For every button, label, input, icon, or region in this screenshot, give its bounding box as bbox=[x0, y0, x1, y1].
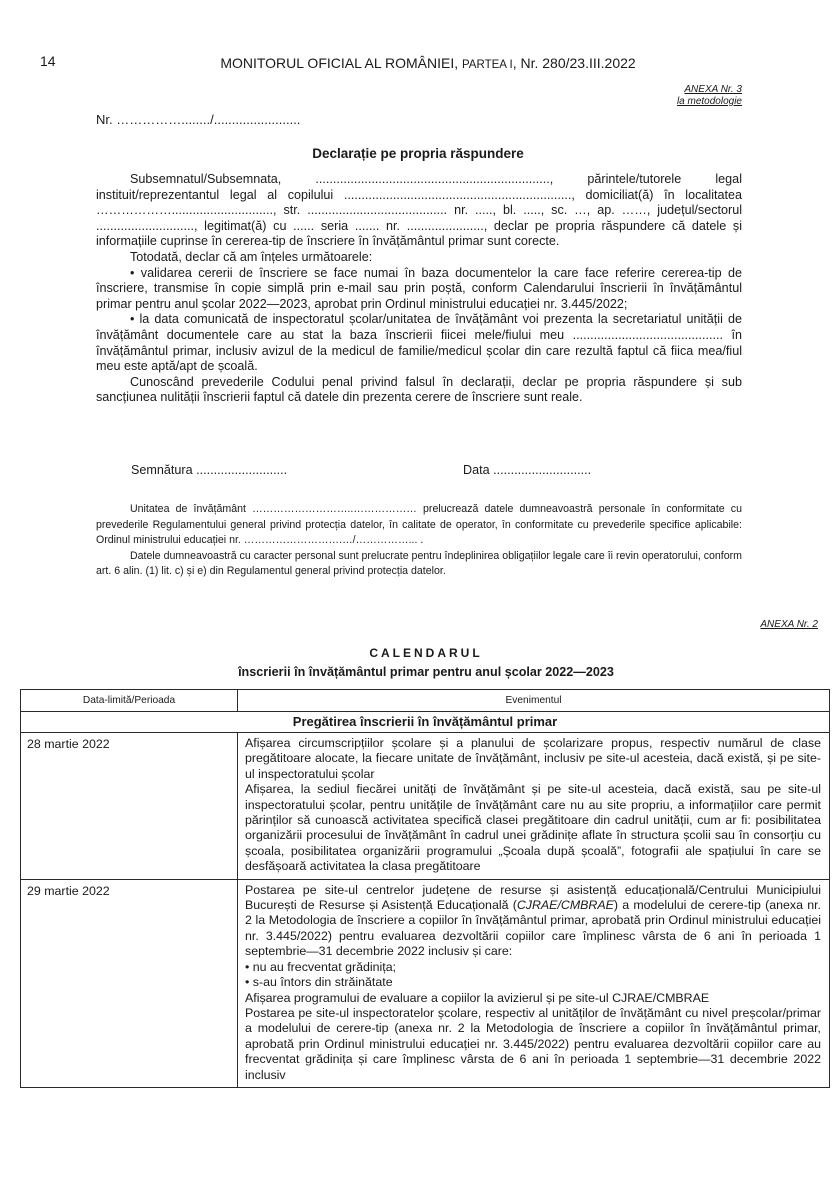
declaration-body bbox=[96, 172, 742, 406]
calendar-subtitle: înscrierii în învățământul primar pentru anul școlar 2022—2023 bbox=[238, 665, 614, 679]
declaration-paragraph: Subsemnatul/Subsemnata, ..................................................................., părintele/tutorele legal instituit/reprezentantul legal al copilului ................................................................., domiciliat(ă) în localitatea ………………............................., str. ........................................ nr. ....., bl. ....., sc. …, ap. ……, județul/sectorul ............................, legitimat(ă) cu ...... seria ....... nr. ......................, declar pe propria răspundere că datele și informațiile cuprinse în cererea-tip de înscriere în învățământul primar sunt corecte. bbox=[96, 172, 742, 249]
table-row bbox=[21, 733, 830, 880]
declaration-paragraph: • validarea cererii de înscriere se face numai în baza documentelor la care face referire cererea-tip de înscriere, transmise în copie simplă prin e-mail sau prin poștă, conform Calendarului înscrierii în învățământul primar pentru anul școlar 2022—2023, aprobat prin Ordinul ministrului educației nr. 3.445/2022; bbox=[96, 265, 742, 311]
declaration-paragraph: • la data comunicată de inspectoratul școlar/unitatea de învățământ voi prezenta la secretariatul unității de învățământ documentele care au stat la baza înscrierii fiicei mele/fiului meu ........................................... în învățământul primar, inclusiv avizul de la medicul de familie/medicul școlar din care rezultă faptul că fiica mea/fiul meu este aptă/apt de școală. bbox=[96, 312, 742, 374]
calendar-table bbox=[20, 689, 830, 1088]
gdpr-paragraph: Unitatea de învățământ ………………………..……………… prelucrează datele dumneavoastră personale în conformitate cu prevederile Regulamentului general privind protecția datelor, în calitate de operator, în conformitate cu prevederile specifice aplicabile: Ordinul ministrului educației nr. ……………………….…/……………... . bbox=[96, 503, 742, 547]
event-abbreviation: CJRAE/CMBRAE bbox=[516, 898, 614, 913]
calendar-title: CALENDARUL bbox=[369, 646, 483, 660]
event-item bbox=[245, 883, 821, 960]
event-item: Afișarea programului de evaluare a copiilor la avizierul și pe site-ul CJRAE/CMBRAE bbox=[245, 990, 710, 1005]
signature-field: Semnătura .......................... bbox=[131, 463, 288, 477]
table-row bbox=[21, 879, 830, 1087]
event-text: ) a modelului de cerere-tip (anexa nr. 2 la Metodologia de înscriere a copiilor în învățământul primar, aprobată prin Ordinul ministrului educației nr. 3.445/2022) pentru evaluarea dezvoltării copiilor care împlinesc vârsta de 6 ani în perioada 1 septembrie—31 decembrie 2022 inclusiv și care: bbox=[245, 898, 821, 959]
declaration-paragraph: Totodată, declar că am înțeles următoarele: bbox=[130, 249, 373, 264]
annex-3-subtitle: la metodologie bbox=[676, 96, 742, 107]
table-header-row bbox=[21, 690, 830, 712]
declaration-paragraph: Cunoscând prevederile Codului penal privind falsul în declarații, declar pe propria răspundere și sub sancțiunea nulității înscrierii faptul că datele din prezenta cerere de înscriere sunt reale. bbox=[96, 374, 742, 405]
event-bullet: • s-au întors din străinătate bbox=[245, 975, 393, 990]
event-text: Postarea pe site-ul centrelor județene de resurse și asistență educațională/Centrului Municipiului București de Resurse și Asistență Educațională ( bbox=[245, 882, 821, 913]
registration-number-line: Nr. ……………......../........................ bbox=[96, 112, 301, 127]
page-number: 14 bbox=[40, 53, 56, 69]
gazette-title: MONITORUL OFICIAL AL ROMÂNIEI, bbox=[220, 55, 462, 71]
event-item: Afișarea, la sediul fiecărei unități de învățământ și pe site-ul acesteia, dacă există, sau pe site-ul inspectoratului școlar, pentru unitățile de învățământ care nu au site propriu, a informațiilor care permit părinților să cunoască activitatea specifică clasei pregătitoare din cadrul unității, cum ar fi: posibilitatea organizării procesului de învățământ în cadrul unei grădinițe aflate în structura școlii sau în consorțiu cu școala, posibilitatea organizării programului „Școala după școală”, fotografii ale spațiului în care se desfășoară activitatea la clasa pregătitoare bbox=[245, 782, 821, 874]
annex-2-label: ANEXA Nr. 2 bbox=[760, 619, 818, 630]
row-events bbox=[238, 733, 830, 880]
section-row bbox=[21, 712, 830, 733]
row-events bbox=[238, 879, 830, 1087]
annex-3-title: ANEXA Nr. 3 bbox=[684, 84, 742, 95]
date-field: Data ............................ bbox=[463, 463, 592, 477]
declaration-title: Declarație pe propria răspundere bbox=[312, 146, 524, 161]
gazette-header bbox=[0, 55, 836, 71]
row-date: 29 martie 2022 bbox=[21, 879, 238, 1087]
column-header-date: Data-limită/Perioada bbox=[21, 690, 238, 712]
annex-3-label bbox=[677, 84, 742, 108]
gazette-issue: , Nr. 280/23.III.2022 bbox=[512, 55, 636, 71]
gazette-part: PARTEA I bbox=[461, 59, 513, 71]
section-title: Pregătirea înscrierii în învățământul primar bbox=[21, 712, 830, 733]
row-date: 28 martie 2022 bbox=[21, 733, 238, 880]
column-header-event: Evenimentul bbox=[238, 690, 830, 712]
gdpr-notice bbox=[96, 502, 742, 580]
event-item: Afișarea circumscripțiilor școlare și a planului de școlarizare propus, respectiv numărul de clase pregătitoare alocate, la fiecare unitate de învățământ, inclusiv pe site-ul acesteia, dacă există, și pe site-ul inspectoratului școlar bbox=[245, 736, 821, 781]
event-item: Postarea pe site-ul inspectoratelor școlare, respectiv al unităților de învățământ cu nivel preșcolar/primar a modelului de cerere-tip (anexa nr. 2 la Metodologia de înscriere a copiilor în învățământul primar, aprobată prin Ordinul ministrului educației nr. 3.445/2022) pentru evaluarea dezvoltării copiilor care au frecventat grădinița și care împlinesc vârsta de 6 ani în perioada 1 septembrie—31 decembrie 2022 inclusiv bbox=[245, 1005, 821, 1082]
gdpr-paragraph: Datele dumneavoastră cu caracter personal sunt prelucrate pentru îndeplinirea obligațiilor legale care îi revin operatorului, conform art. 6 alin. (1) lit. c) și e) din Regulamentul general privind protecția datelor. bbox=[96, 549, 742, 578]
event-bullet: • nu au frecventat grădinița; bbox=[245, 959, 397, 974]
